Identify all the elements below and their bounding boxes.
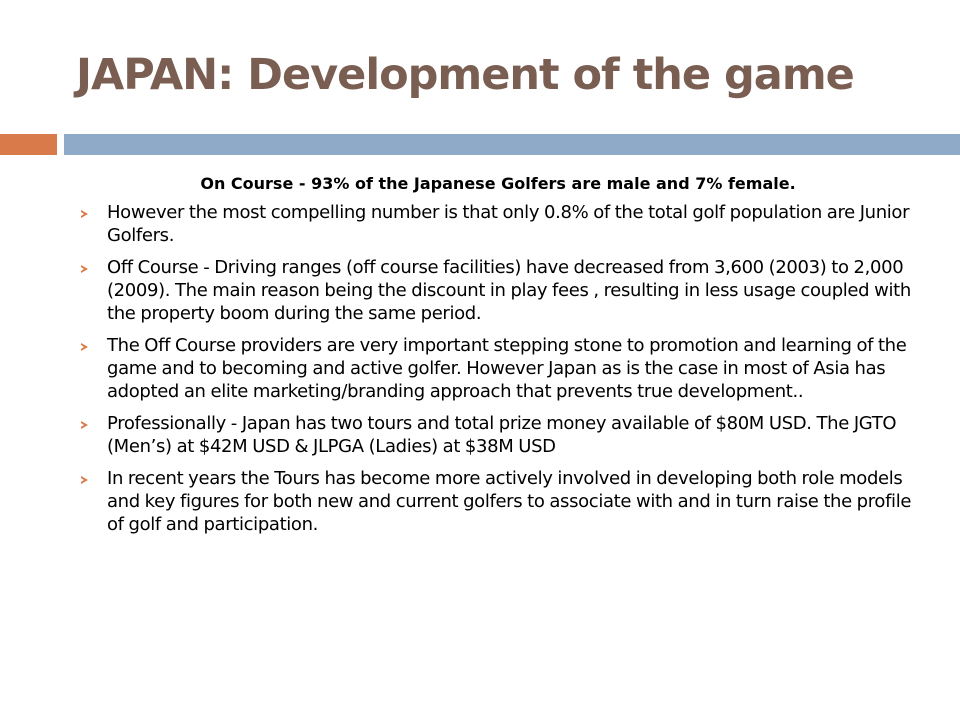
title-rule-bar — [64, 134, 960, 155]
slide-title: JAPAN: Development of the game — [76, 50, 854, 100]
arrow-bullet-icon — [81, 343, 88, 351]
bullet-text: However the most compelling number is that only 0.8% of the total golf population are Junior Golfers. — [107, 202, 910, 246]
arrow-bullet-icon — [81, 265, 88, 273]
bullet-text: Professionally - Japan has two tours and total prize money available of $80M USD. The JGTO (Men’s) at $42M USD & JLPGA (Ladies) at $38M USD — [107, 413, 897, 457]
arrow-bullet-icon — [81, 421, 88, 429]
bullet-item — [78, 412, 918, 458]
bullet-text: Off Course - Driving ranges (off course facilities) have decreased from 3,600 (2003) to 2,000 (2009). The main reason being the discount in play fees , resulting in less usage coupled with the property boom during the same period. — [107, 257, 911, 324]
bullet-text: The Off Course providers are very important stepping stone to promotion and learning of the game and to becoming and active golfer. However Japan as is the case in most of Asia has adopted an elite marketing/branding approach that prevents true development.. — [107, 335, 907, 402]
bullet-list — [78, 201, 918, 536]
arrow-bullet-icon — [81, 210, 88, 218]
title-rule-accent — [0, 134, 57, 155]
bullet-item — [78, 334, 918, 403]
slide-body — [78, 172, 918, 545]
arrow-bullet-icon — [81, 476, 88, 484]
lead-statement: On Course - 93% of the Japanese Golfers are male and 7% female. — [200, 174, 796, 193]
bullet-item — [78, 256, 918, 325]
bullet-item — [78, 467, 918, 536]
bullet-item — [78, 201, 918, 247]
bullet-text: In recent years the Tours has become more actively involved in developing both role models and key figures for both new and current golfers to associate with and in turn raise the profile of golf and participation. — [107, 468, 912, 535]
